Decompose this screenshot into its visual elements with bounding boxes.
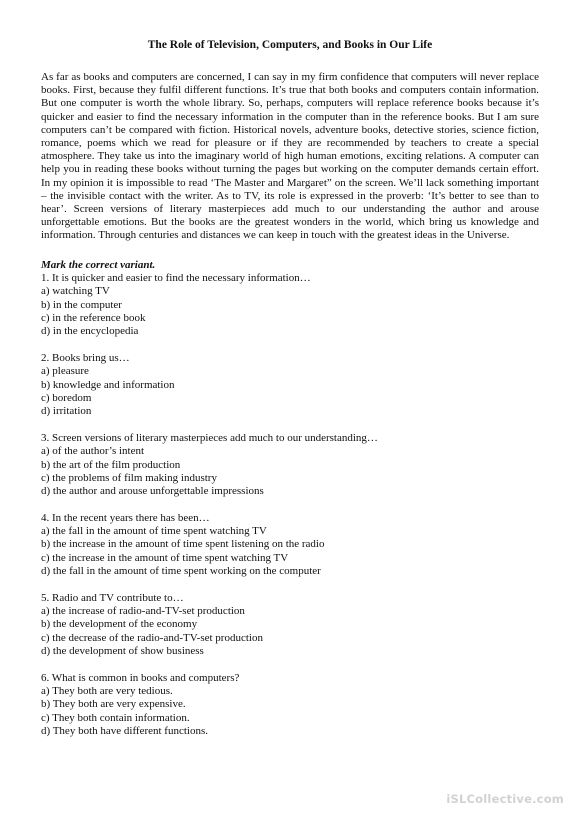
answer-option: d) in the encyclopedia [41,325,139,338]
answer-option: d) They both have different functions. [41,725,208,738]
answer-option: b) the development of the economy [41,618,198,631]
answer-option: b) They both are very expensive. [41,698,186,711]
question-block [41,672,539,738]
question-block [41,352,539,418]
question-block [41,512,539,578]
question-block [41,432,539,498]
answer-option: d) the development of show business [41,645,204,658]
answer-option: c) boredom [41,391,92,404]
question-stem: 5. Radio and TV contribute to… [41,591,184,604]
answer-option: a) They both are very tedious. [41,685,173,698]
site-watermark: iSLCollective.com [446,792,564,806]
question-stem: 6. What is common in books and computers? [41,671,240,684]
worksheet-title: The Role of Television, Computers, and Books in Our Life [147,39,433,51]
question-block [41,592,539,658]
answer-option: a) the increase of radio-and-TV-set production [41,605,245,618]
answer-option: c) the problems of film making industry [41,471,217,484]
question-stem: 4. In the recent years there has been… [41,511,210,524]
answer-option: d) the author and arouse unforgettable impressions [41,485,264,498]
task-instruction: Mark the correct variant. [41,258,156,271]
answer-option: b) knowledge and information [41,378,175,391]
reading-passage: As far as books and computers are concerned, I can say in my firm confidence that computers will never replace books. First, because they fulfil different functions. It’s true that both books and computers contain information. But one computer is worth the whole library. So, perhaps, computers will replace reference books because it’s quicker and easier to find the necessary information in the computer than in the reference books. But I am sure computers can’t be compared with fiction. Historical novels, adventure books, detective stories, science fiction, romance, poems which we read for pleasure or if they are recommended by teachers to create a special atmosphere. They take us into the imaginary world of high human emotions, exciting relations. A computer can help you in reading these books without turning the pages but working on the computer demands certain effort. In my opinion it is impossible to read ‘The Master and Margaret” on the screen. We’ll lack something important – the invisible contact with the writer. As to TV, its role is expressed in the proverb: ‘It’s better to see than to hear’. Screen versions of literary masterpieces add much to our understanding the author and arouse unforgettable emotions. But the books are the greatest wonders in the world, which bring us knowledge and information. Through centuries and distances we can keep in touch with the greatest ideas in the Universe. [41,71,539,242]
answer-option: a) watching TV [41,285,110,298]
answer-option: a) of the author’s intent [41,445,145,458]
question-stem: 2. Books bring us… [41,351,130,364]
question-block [41,272,539,338]
answer-option: c) the increase in the amount of time spent watching TV [41,551,289,564]
answer-option: c) They both contain information. [41,711,190,724]
question-stem: 3. Screen versions of literary masterpieces add much to our understanding… [41,431,378,444]
answer-option: c) the decrease of the radio-and-TV-set production [41,631,263,644]
answer-option: d) the fall in the amount of time spent working on the computer [41,565,321,578]
answer-option: b) in the computer [41,298,122,311]
answer-option: d) irritation [41,405,92,418]
answer-option: b) the art of the film production [41,458,181,471]
answer-option: b) the increase in the amount of time spent listening on the radio [41,538,325,551]
worksheet-page [41,38,539,752]
answer-option: c) in the reference book [41,311,146,324]
question-stem: 1. It is quicker and easier to find the necessary information… [41,271,311,284]
answer-option: a) pleasure [41,365,89,378]
question-list [41,272,539,738]
answer-option: a) the fall in the amount of time spent watching TV [41,525,267,538]
